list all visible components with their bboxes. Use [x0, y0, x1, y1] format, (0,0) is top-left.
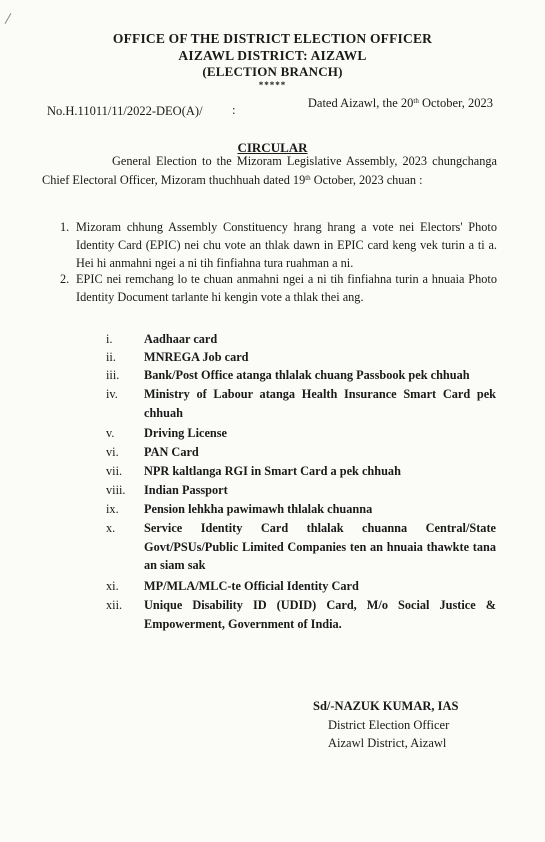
document-roman: x. — [106, 521, 116, 535]
circular-title: CIRCULAR — [237, 140, 308, 155]
document-text: PAN Card — [144, 445, 199, 459]
signatory-place: Aizawl District, Aizawl — [328, 736, 447, 750]
document-item — [106, 385, 496, 422]
document-text: Service Identity Card thlalak chuanna Central/State Govt/PSUs/Public Limited Companies ten an hnuaia thawkte tana an siam sak — [144, 521, 496, 572]
document-item — [106, 424, 496, 443]
document-roman: vi. — [106, 445, 119, 459]
district-title: AIZAWL DISTRICT: AIZAWL — [178, 48, 367, 63]
document-roman: iv. — [106, 387, 118, 401]
document-text: Ministry of Labour atanga Health Insurance Smart Card pek chhuah — [144, 387, 496, 420]
point-text: Mizoram chhung Assembly Constituency hrang hrang a vote nei Electors' Photo Identity Card (EPIC) nei chu vote an thlak dawn in EPIC card keng vek turin a ti a. Hei hi anmahni ngei a ni tih finfiahna tura ruahman a ni. — [76, 220, 497, 270]
point-number: 2. — [60, 272, 70, 286]
intro-sup: th — [305, 174, 311, 182]
point-item — [60, 270, 497, 306]
document-roman: xii. — [106, 598, 123, 612]
document-roman: i. — [106, 332, 113, 346]
document-text: Bank/Post Office atanga thlalak chuang Passbook pek chhuah — [144, 368, 470, 382]
document-text: NPR kaltlanga RGI in Smart Card a pek chhuah — [144, 464, 401, 478]
document-roman: xi. — [106, 579, 119, 593]
office-title: OFFICE OF THE DISTRICT ELECTION OFFICER — [112, 31, 433, 46]
document-text: Indian Passport — [144, 483, 228, 497]
document-text: Unique Disability ID (UDID) Card, M/o Social Justice & Empowerment, Government of India. — [144, 598, 496, 631]
signatory-name: Sd/-NAZUK KUMAR, IAS — [313, 699, 459, 713]
document-roman: ix. — [106, 502, 119, 516]
document-text: Aadhaar card — [144, 332, 218, 346]
document-item — [106, 481, 496, 500]
dated-line — [308, 96, 493, 111]
document-text: Pension lehkha pawimawh thlalak chuanna — [144, 502, 373, 516]
document-item — [106, 348, 496, 367]
document-roman: vii. — [106, 464, 123, 478]
document-item — [106, 443, 496, 462]
signatory-designation: District Election Officer — [328, 718, 450, 732]
point-item — [60, 218, 497, 272]
document-text: MP/MLA/MLC-te Official Identity Card — [144, 579, 359, 593]
document-item — [106, 462, 496, 481]
document-roman: iii. — [106, 368, 120, 382]
document-item — [106, 366, 496, 385]
document-text: Driving License — [144, 426, 227, 440]
document-item — [106, 519, 496, 575]
point-text: EPIC nei remchang lo te chuan anmahni ngei a ni tih finfiahna turin a hnuaia Photo Identity Document tarlante hi kengin vote a thlak thei ang. — [76, 272, 497, 304]
intro-text-b: October, 2023 chuan : — [310, 173, 423, 187]
point-number: 1. — [60, 220, 70, 234]
reference-number: No.H.11011/11/2022-DEO(A)/ — [47, 104, 203, 118]
intro-text-a: General Election to the Mizoram Legislative Assembly, 2023 chungchanga Chief Electoral Officer, Mizoram thuchhuah dated 19 — [42, 154, 497, 187]
reference-colon: : — [232, 103, 236, 117]
dated-sup: th — [413, 97, 419, 105]
dated-suffix: October, 2023 — [418, 96, 493, 110]
branch-title: (ELECTION BRANCH) — [202, 64, 343, 79]
document-item — [106, 577, 496, 596]
scan-mark — [5, 13, 12, 24]
document-item — [106, 330, 496, 349]
document-item — [106, 596, 496, 633]
document-roman: v. — [106, 426, 115, 440]
intro-paragraph — [42, 152, 497, 190]
header-stars: ***** — [258, 80, 287, 90]
document-roman: viii. — [106, 483, 126, 497]
document-roman: ii. — [106, 350, 116, 364]
document-item — [106, 500, 496, 519]
dated-prefix: Dated Aizawl, the 20 — [307, 96, 414, 110]
document-text: MNREGA Job card — [144, 350, 249, 364]
